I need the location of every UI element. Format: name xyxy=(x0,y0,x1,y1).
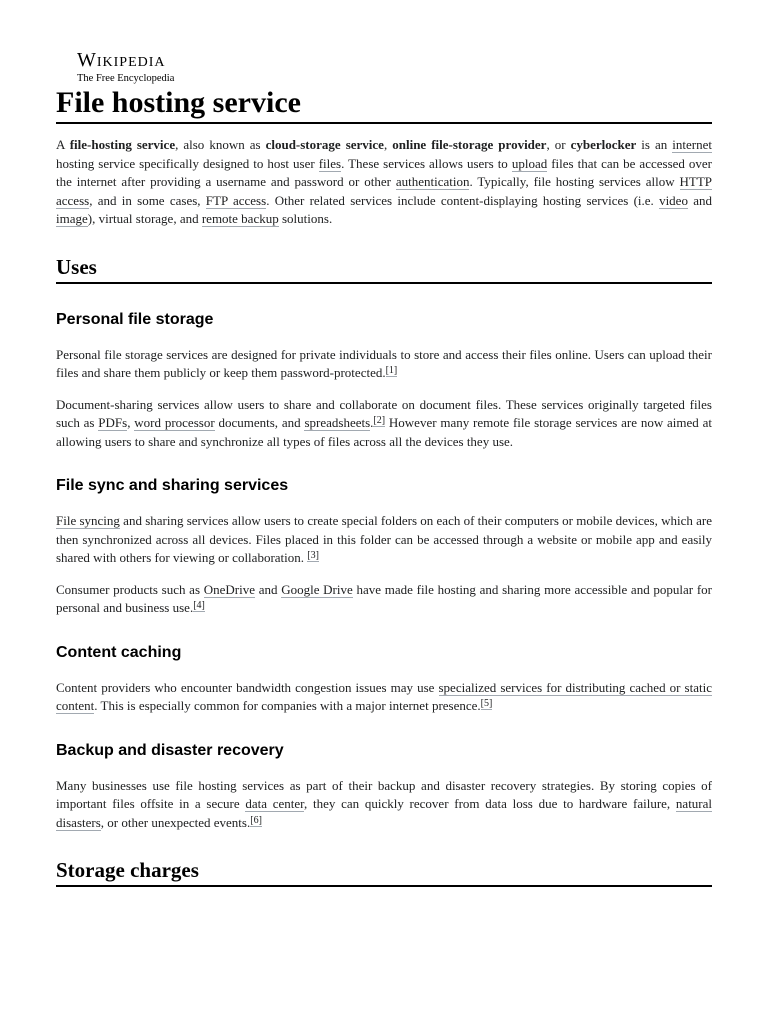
text-run: . Other related services include content-displaying hosting services (i.e. xyxy=(266,192,660,208)
subsection-heading-personal-file-storage: Personal file storage xyxy=(56,310,214,328)
sync-paragraph-2 xyxy=(56,581,712,618)
intro-paragraph xyxy=(56,136,712,229)
article-link[interactable]: files xyxy=(318,155,342,171)
article-link[interactable]: File syncing xyxy=(56,513,120,528)
article-link[interactable]: natural disasters xyxy=(56,796,713,830)
text-run: and xyxy=(254,581,282,597)
reference-link[interactable]: [6] xyxy=(250,814,262,826)
text-run: . xyxy=(370,415,374,430)
article-link[interactable]: Google Drive xyxy=(281,581,353,597)
caching-paragraph-1 xyxy=(56,679,712,716)
text-run: . Typically, file hosting services allow xyxy=(469,174,680,189)
page-title: File hosting service xyxy=(56,86,712,124)
text-run: . These services allows users to xyxy=(341,155,512,171)
bold-term: file-hosting service xyxy=(69,137,176,152)
reference-link[interactable]: [5] xyxy=(480,698,493,709)
article-link[interactable]: data center xyxy=(245,796,304,811)
subsection-heading-file-sync: File sync and sharing services xyxy=(56,477,289,494)
reference-link[interactable]: [4] xyxy=(193,600,205,611)
article-link[interactable]: image xyxy=(56,211,88,226)
article-link[interactable]: authentication xyxy=(395,174,470,189)
reference-link[interactable]: [2] xyxy=(373,415,386,426)
bold-term: online file-storage provider xyxy=(392,137,547,152)
text-run: . This is especially common for companies with a major internet presence. xyxy=(94,698,481,713)
text-run: have made file hosting and sharing more accessible and popular for personal and business use. xyxy=(56,581,712,615)
article-link[interactable]: video xyxy=(659,192,688,208)
reference-link[interactable]: [3] xyxy=(307,550,319,561)
text-run: hosting service specifically designed to host user xyxy=(56,155,319,171)
article-link[interactable]: specialized services for distributing cached or static content xyxy=(56,679,712,713)
text-run: Document-sharing services allow users to share and collaborate on document files. These services originally targeted files such as xyxy=(56,396,712,430)
text-run: However many remote file storage services are now aimed at allowing users to share and synchronize all types of files across all the devices they use. xyxy=(56,415,712,449)
wikipedia-logo[interactable] xyxy=(77,50,174,85)
logo-wordmark: Wikipedia xyxy=(77,49,166,71)
personal-paragraph-2 xyxy=(56,396,712,452)
reference-link[interactable]: [1] xyxy=(385,365,398,376)
text-run: Personal file storage services are designed for private individuals to store and access their files online. Users can upload their files and share them publicly or keep them password-protected. xyxy=(56,346,712,380)
article-link[interactable]: FTP access xyxy=(205,192,267,208)
backup-paragraph-1 xyxy=(56,777,712,833)
article-link[interactable]: PDFs xyxy=(98,415,128,430)
article-link[interactable]: remote backup xyxy=(201,211,279,226)
text-run: files that can be accessed over the internet after providing a username and password or other xyxy=(56,155,712,189)
text-run: , xyxy=(383,137,393,152)
text-run: Consumer products such as xyxy=(56,581,204,597)
text-run: , also known as xyxy=(175,137,266,152)
text-run: solutions. xyxy=(278,211,333,226)
text-run: and xyxy=(687,192,712,208)
text-run: ), virtual storage, and xyxy=(87,211,202,226)
text-run: Content providers who encounter bandwidth congestion issues may use xyxy=(56,679,439,695)
article-link[interactable]: OneDrive xyxy=(203,581,255,597)
article-link[interactable]: upload xyxy=(511,155,548,171)
logo-tagline: The Free Encyclopedia xyxy=(77,73,175,84)
text-run: , they can quickly recover from data loss due to hardware failure, xyxy=(303,796,676,811)
text-run: and sharing services allow users to create special folders on each of their computers or mobile devices, which are then synchronized across all devices. Files placed in this folder can be accessed through a website or mobile app and easily shared with others for viewing or collaboration. xyxy=(56,513,712,565)
article-link[interactable]: word processor xyxy=(134,415,215,430)
section-heading-uses: Uses xyxy=(56,254,712,284)
personal-paragraph-1 xyxy=(56,346,712,383)
sync-paragraph-1 xyxy=(56,512,712,568)
article-link[interactable]: internet xyxy=(672,137,712,152)
article-content xyxy=(56,86,712,887)
text-run: , or xyxy=(546,137,571,152)
article-link[interactable]: HTTP access xyxy=(56,174,713,208)
article-link[interactable]: spreadsheets xyxy=(304,415,371,430)
text-run: , or other unexpected events. xyxy=(100,814,251,830)
text-run: , and in some cases, xyxy=(89,192,206,208)
bold-term: cloud-storage service xyxy=(265,137,384,152)
text-run: documents, and xyxy=(214,415,305,430)
bold-term: cyberlocker xyxy=(570,137,637,152)
subsection-heading-content-caching: Content caching xyxy=(56,643,182,661)
text-run: , xyxy=(127,415,135,430)
text-run: A xyxy=(56,137,70,152)
subsection-heading-backup: Backup and disaster recovery xyxy=(56,741,284,759)
text-run: Many businesses use file hosting services as part of their backup and disaster recovery strategies. By storing copies of important files offsite in a secure xyxy=(56,777,712,811)
section-heading-storage-charges: Storage charges xyxy=(56,857,712,887)
text-run: is an xyxy=(636,137,673,152)
